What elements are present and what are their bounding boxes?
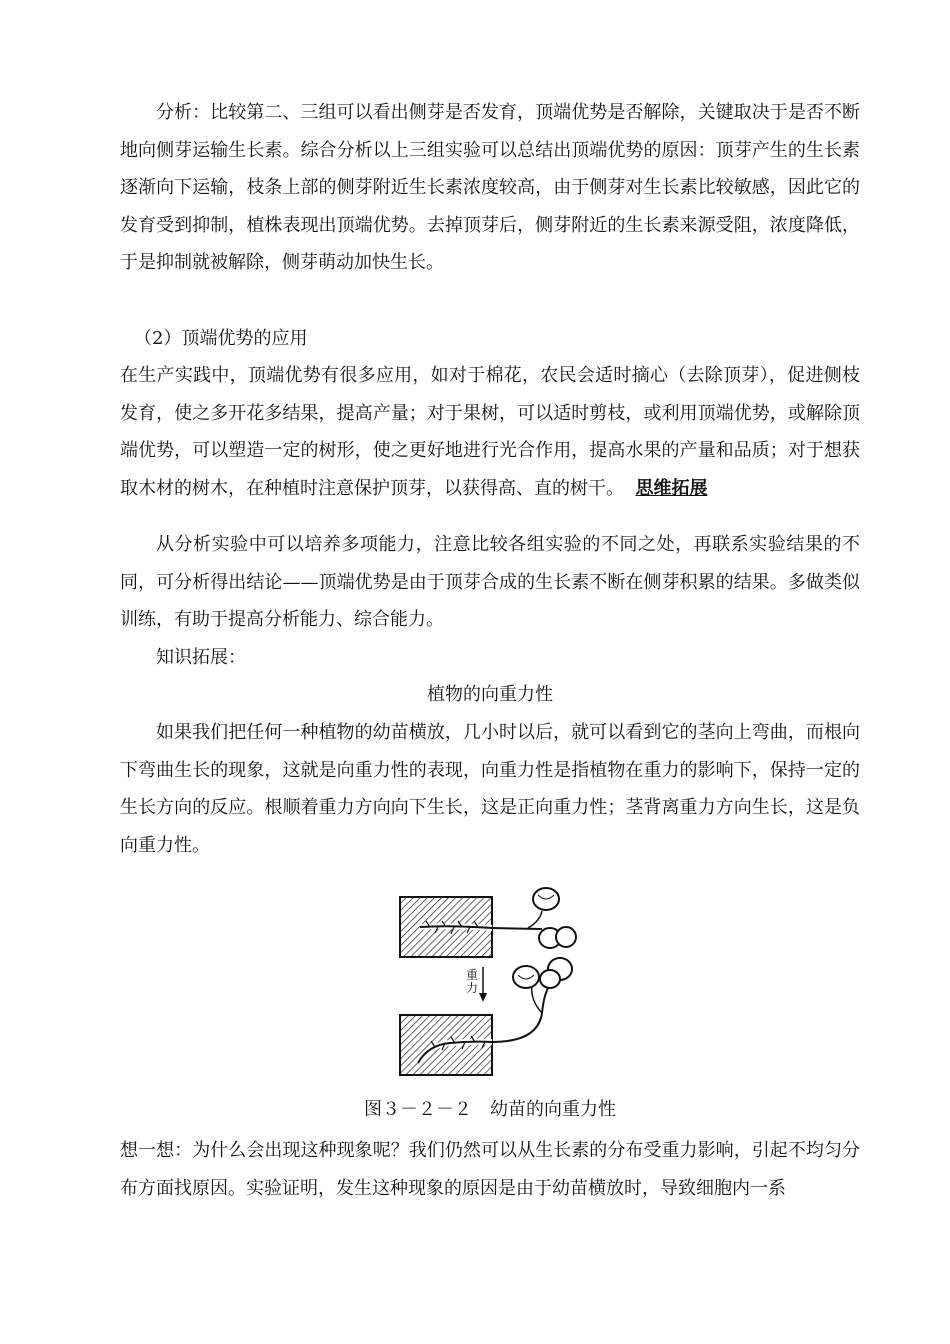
application-text: 在生产实践中，顶端优势有很多应用，如对于棉花，农民会适时摘心（去除顶芽），促进侧枝发育，使之多开花多结果，提高产量；对于果树，可以适时剪枝，或利用顶端优势，或解除顶端优势，可以塑造一定的树形，使之更好地进行光合作用，提高水果的产量和品质；对于想获取木材的树木，在种植时注意保护顶芽，以获得高、直的树干。	[120, 365, 860, 499]
section-heading-application: （2）顶端优势的应用	[134, 328, 308, 349]
seedling-gravitropism-figure	[390, 885, 590, 1095]
gravitropism-paragraph: 如果我们把任何一种植物的幼苗横放，几小时以后，就可以看到它的茎向上弯曲，而根向下弯曲生长的现象，这就是向重力性的表现，向重力性是指植物在重力的影响下，保持一定的生长方向的反应。根顺着重力方向向下生长，这是正向重力性；茎背离重力方向生长，这是负向重力性。	[120, 722, 860, 856]
gravity-label-char-2: 力	[466, 981, 479, 995]
bottom-seedling-bent	[492, 958, 572, 1042]
bottom-soil-block	[400, 1015, 492, 1075]
think-paragraph: 想一想：为什么会出现这种现象呢？我们仍然可以从生长素的分布受重力影响，引起不均匀分布方面找原因。实验证明，发生这种现象的原因是由于幼苗横放时，导致细胞内一系	[120, 1140, 860, 1199]
top-soil-block	[400, 897, 492, 957]
application-paragraph	[120, 357, 860, 507]
analysis-paragraph: 分析：比较第二、三组可以看出侧芽是否发育，顶端优势是否解除，关键取决于是否不断地向侧芽运输生长素。综合分析以上三组实验可以总结出顶端优势的原因：顶芽产生的生长素逐渐向下运输，枝条上部的侧芽附近生长素浓度较高，由于侧芽对生长素比较敏感，因此它的发育受到抑制，植株表现出顶端优势。去掉顶芽后，侧芽附近的生长素来源受阻，浓度降低，于是抑制就被解除，侧芽萌动加快生长。	[120, 102, 860, 274]
figure-illustration	[390, 885, 590, 1095]
section-title: 植物的向重力性	[427, 684, 553, 705]
gravity-label-char-1: 重	[466, 968, 479, 982]
thinking-extension-heading: 思维拓展	[635, 477, 708, 499]
thinking-paragraph: 从分析实验中可以培养多项能力，注意比较各组实验的不同之处，再联系实验结果的不同，可分析得出结论——顶端优势是由于顶芽合成的生长素不断在侧芽积累的结果。多做类似训练，有助于提高分析能力、综合能力。	[120, 534, 860, 631]
figure-caption: 图３－２－２ 幼苗的向重力性	[364, 1099, 616, 1120]
top-seedling	[492, 888, 576, 948]
knowledge-extension-heading: 知识拓展：	[156, 647, 246, 668]
gravity-arrow	[466, 967, 487, 1002]
svg-text:重 力	[466, 967, 482, 995]
